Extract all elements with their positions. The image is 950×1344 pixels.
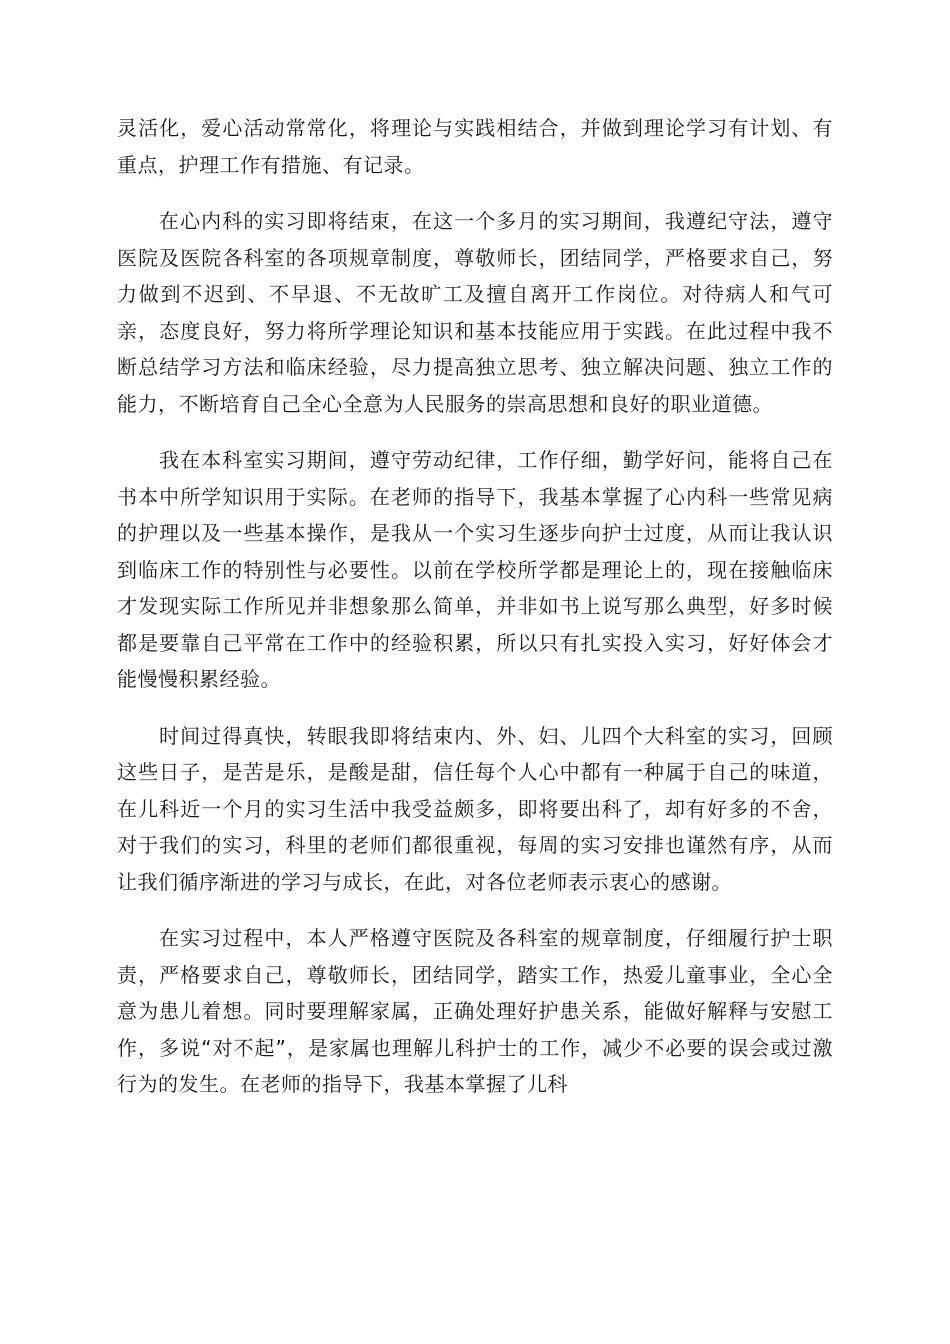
document-body — [117, 110, 833, 1123]
paragraph-2: 在心内科的实习即将结束，在这一个多月的实习期间，我遵纪守法，遵守医院及医院各科室的各项规章制度，尊敬师长，团结同学，严格要求自己，努力做到不迟到、不早退、不无故旷工及擅自离开工作岗位。对待病人和气可亲，态度良好，努力将所学理论知识和基本技能应用于实践。在此过程中我不断总结学习方法和临床经验，尽力提高独立思考、独立解决问题、独立工作的能力，不断培育自己全心全意为人民服务的崇高思想和良好的职业道德。 — [117, 209, 833, 416]
paragraph-3: 我在本科室实习期间，遵守劳动纪律，工作仔细，勤学好问，能将自己在书本中所学知识用于实际。在老师的指导下，我基本掌握了心内科一些常见病的护理以及一些基本操作，是我从一个实习生逐步向护士过度，从而让我认识到临床工作的特别性与必要性。以前在学校所学都是理论上的，现在接触临床才发现实际工作所见并非想象那么简单，并非如书上说写那么典型，好多时候都是要靠自己平常在工作中的经验积累，所以只有扎实投入实习，好好体会才能慢慢积累经验。 — [117, 448, 833, 691]
paragraph-5: 在实习过程中，本人严格遵守医院及各科室的规章制度，仔细履行护士职责，严格要求自己，尊敬师长，团结同学，踏实工作，热爱儿童事业，全心全意为患儿着想。同时要理解家属，正确处理好护患关系，能做好解释与安慰工作，多说“对不起”，是家属也理解儿科护士的工作，减少不必要的误会或过激行为的发生。在老师的指导下，我基本掌握了儿科 — [117, 926, 833, 1096]
paragraph-4: 时间过得真快，转眼我即将结束内、外、妇、儿四个大科室的实习，回顾这些日子，是苦是乐，是酸是甜，信任每个人心中都有一种属于自己的味道，在儿科近一个月的实习生活中我受益颇多，即将要出科了，却有好多的不舍，对于我们的实习，科里的老师们都很重视，每周的实习安排也谨然有序，从而让我们循序渐进的学习与成长，在此，对各位老师表示衷心的感谢。 — [117, 723, 833, 894]
paragraph-1: 灵活化，爱心活动常常化，将理论与实践相结合，并做到理论学习有计划、有重点，护理工作有措施、有记录。 — [117, 116, 833, 177]
